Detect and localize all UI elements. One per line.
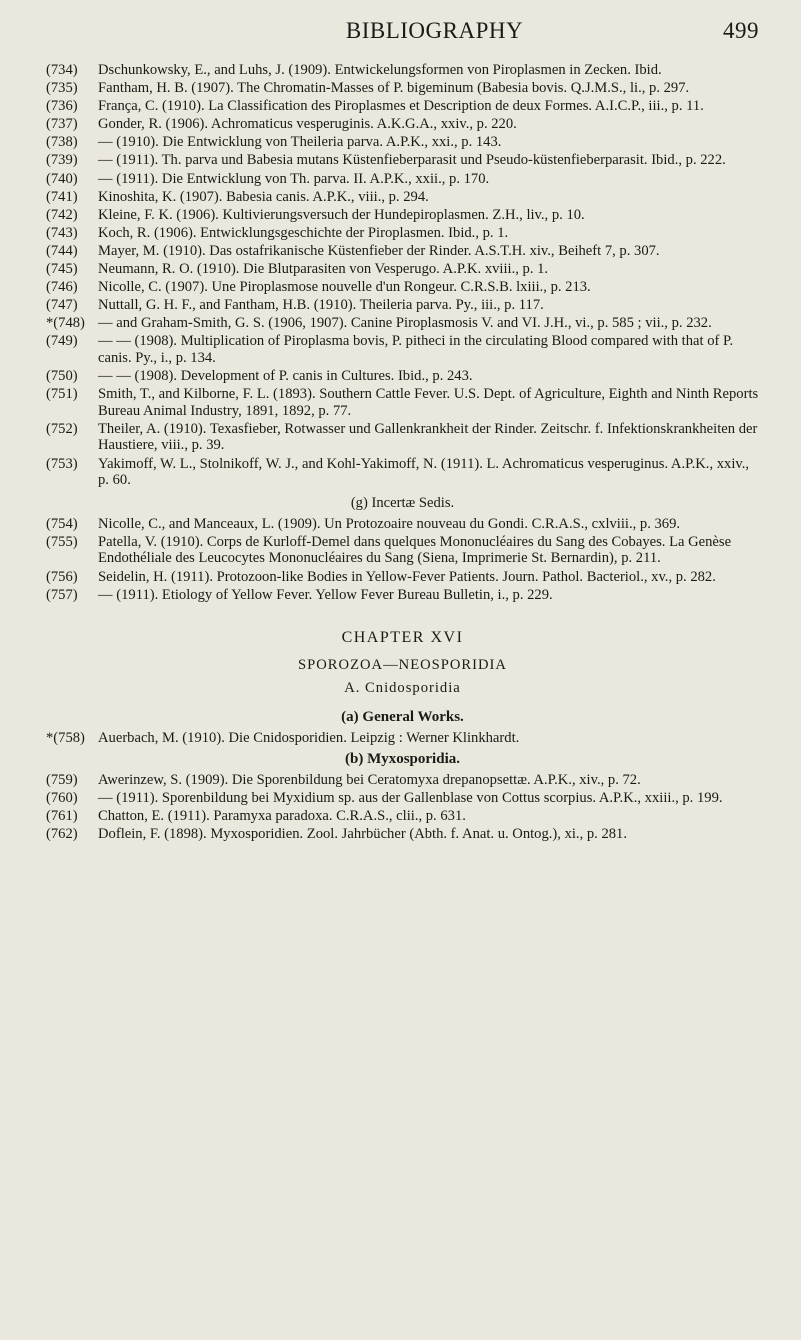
entry-text: Chatton, E. (1911). Paramyxa paradoxa. C.R.A.S., clii., p. 631. (98, 808, 466, 824)
entry-number: (740) (46, 170, 78, 187)
bibliography-entry (46, 261, 759, 278)
bibliography-entry (46, 587, 759, 604)
entry-text: — (1911). Sporenbildung bei Myxidium sp. aus der Gallenblase von Cottus scorpius. A.P.K., xxiii., p. 199. (98, 789, 723, 806)
chapter-subtitle: SPOROZOA—NEOSPORIDIA (298, 657, 507, 674)
bibliography-entry (46, 730, 759, 747)
entry-text: Gonder, R. (1906). Achromaticus vesperuginis. A.K.G.A., xxiv., p. 220. (98, 116, 517, 133)
entry-number: (750) (46, 368, 78, 385)
entry-text: Nuttall, G. H. F., and Fantham, H.B. (1910). Theileria parva. Py., iii., p. 117. (98, 297, 544, 314)
entry-number: (749) (46, 333, 78, 350)
entry-text: Neumann, R. O. (1910). Die Blutparasiten von Vesperugo. A.P.K. xviii., p. 1. (98, 261, 549, 278)
bibliography-entry (46, 243, 759, 260)
entry-text: Nicolle, C. (1907). Une Piroplasmose nouvelle d'un Rongeur. C.R.S.B. lxiii., p. 213. (98, 279, 591, 296)
entry-text: Kinoshita, K. (1907). Babesia canis. A.P.K., viii., p. 294. (98, 188, 429, 205)
entry-number: (744) (46, 242, 78, 259)
bibliography-entry (46, 189, 759, 206)
bibliography-list-myxosporidia (46, 772, 759, 843)
entry-text: — (1911). Th. parva und Babesia mutans Küstenfieberparasit und Pseudo-küstenfieberparasit. Ibid., p. 222. (98, 152, 726, 169)
entry-number: (762) (46, 826, 78, 843)
entry-text: Awerinzew, S. (1909). Die Sporenbildung bei Ceratomyxa drepanopsettæ. A.P.K., xiv., p. 72. (98, 771, 641, 788)
bibliography-entry (46, 315, 759, 332)
entry-number: (757) (46, 586, 78, 603)
entry-number: (747) (46, 297, 78, 314)
page-title: BIBLIOGRAPHY (345, 18, 524, 43)
entry-number: (754) (46, 515, 78, 532)
entry-number: (734) (46, 62, 78, 78)
bibliography-entry (46, 225, 759, 242)
entry-text: Koch, R. (1906). Entwicklungsgeschichte der Piroplasmen. Ibid., p. 1. (98, 224, 509, 241)
entry-text: Nicolle, C., and Manceaux, L. (1909). Un Protozoaire nouveau du Gondi. C.R.A.S., cxlviii., p. 369. (98, 515, 681, 532)
entry-text: Smith, T., and Kilborne, F. L. (1893). Southern Cattle Fever. U.S. Dept. of Agriculture, Eighth and Ninth Reports Bureau Animal Industry, 1891, 1892, p. 77. (98, 386, 759, 419)
entry-number: (760) (46, 789, 78, 806)
bibliography-entry (46, 456, 759, 489)
bibliography-entry (46, 826, 759, 843)
entry-text: Doflein, F. (1898). Myxosporidien. Zool. Jahrbücher (Abth. f. Anat. u. Ontog.), xi., p. 281. (98, 826, 628, 843)
bibliography-list-incertae (46, 516, 759, 603)
bibliography-list-general (46, 730, 759, 747)
entry-number: (759) (46, 771, 78, 788)
entry-text: Dschunkowsky, E., and Luhs, J. (1909). Entwickelungsformen von Piroplasmen in Zecken. Ibid. (98, 62, 662, 78)
entry-number: (746) (46, 279, 78, 296)
section-heading-incertae-sedis: (g) Incertæ Sedis. (350, 494, 455, 511)
entry-number: (738) (46, 134, 78, 151)
bibliography-entry (46, 171, 759, 188)
entry-number: (761) (46, 808, 78, 824)
entry-number: (737) (46, 116, 78, 133)
bibliography-entry (46, 368, 759, 385)
section-title: A. Cnidosporidia (344, 680, 461, 697)
entry-text: Seidelin, H. (1911). Protozoon-like Bodies in Yellow-Fever Patients. Journ. Pathol. Bacteriol., xv., p. 282. (98, 568, 716, 585)
bibliography-entry (46, 333, 759, 366)
entry-text: Yakimoff, W. L., Stolnikoff, W. J., and Kohl-Yakimoff, N. (1911). L. Achromaticus vesperuginus. A.P.K., xxiv., p. 60. (98, 455, 750, 489)
bibliography-entry (46, 808, 759, 825)
bibliography-entry (46, 152, 759, 169)
bibliography-entry (46, 134, 759, 151)
entry-number: (745) (46, 261, 78, 278)
entry-text: Patella, V. (1910). Corps de Kurloff-Demel dans quelques Mononucléaires du Sang des Cobayes. La Genèse Endothéliale des Leucocytes Mononucléaires du Sang (Siena, Imprimerie St. Bernardin), p. 211. (98, 533, 732, 567)
entry-text: Theiler, A. (1910). Texasfieber, Rotwasser und Gallenkrankheit der Rinder. Zeitschr. f. Infektionskrankheiten der Haustiere, viii., p. 39. (98, 420, 758, 454)
bibliography-entry (46, 386, 759, 419)
bibliography-list-top (46, 62, 759, 489)
bibliography-entry (46, 297, 759, 314)
bibliography-entry (46, 80, 759, 97)
entry-number: *(758) (46, 730, 85, 747)
entry-number: (753) (46, 455, 78, 472)
entry-text: — (1911). Etiology of Yellow Fever. Yellow Fever Bureau Bulletin, i., p. 229. (98, 586, 553, 603)
bibliography-entry (46, 116, 759, 133)
bibliography-entry (46, 790, 759, 807)
bibliography-entry (46, 569, 759, 586)
bibliography-entry (46, 207, 759, 224)
entry-text: — (1911). Die Entwicklung von Th. parva. II. A.P.K., xxii., p. 170. (98, 170, 490, 187)
bibliography-entry (46, 62, 759, 79)
entry-number: (736) (46, 98, 78, 115)
entry-number: (742) (46, 206, 78, 223)
bibliography-entry (46, 421, 759, 454)
entry-number: (756) (46, 568, 78, 585)
entry-number: (755) (46, 533, 78, 550)
entry-number: (735) (46, 80, 78, 97)
bibliography-entry (46, 98, 759, 115)
entry-text: — — (1908). Development of P. canis in Cultures. Ibid., p. 243. (98, 368, 473, 385)
entry-text: — (1910). Die Entwicklung von Theileria parva. A.P.K., xxi., p. 143. (98, 134, 502, 151)
bibliography-entry (46, 279, 759, 296)
entry-text: França, C. (1910). La Classification des Piroplasmes et Description de deux Formes. A.I.C.P., iii., p. 11. (98, 98, 704, 115)
bibliography-entry (46, 516, 759, 533)
section-heading-myxosporidia: (b) Myxosporidia. (344, 750, 460, 767)
entry-number: *(748) (46, 315, 85, 332)
entry-number: (751) (46, 386, 78, 403)
entry-text: — — (1908). Multiplication of Piroplasma bovis, P. pitheci in the circulating Blood compared with that of P. canis. Py., i., p. 134. (98, 333, 734, 366)
entry-text: Fantham, H. B. (1907). The Chromatin-Masses of P. bigeminum (Babesia bovis. Q.J.M.S., li., p. 297. (98, 80, 690, 97)
entry-text: Auerbach, M. (1910). Die Cnidosporidien. Leipzig : Werner Klinkhardt. (98, 730, 520, 747)
entry-number: (739) (46, 152, 78, 169)
bibliography-entry (46, 772, 759, 789)
entry-number: (752) (46, 420, 78, 437)
page-number: 499 (723, 18, 759, 43)
entry-text: Kleine, F. K. (1906). Kultivierungsversuch der Hundepiroplasmen. Z.H., liv., p. 10. (98, 206, 585, 223)
entry-number: (741) (46, 188, 78, 205)
entry-number: (743) (46, 224, 78, 241)
running-head (46, 18, 759, 58)
chapter-title: CHAPTER XVI (341, 629, 464, 647)
entry-text: Mayer, M. (1910). Das ostafrikanische Küstenfieber der Rinder. A.S.T.H. xiv., Beiheft 7, p. 307. (98, 242, 660, 259)
section-heading-general-works: (a) General Works. (341, 709, 464, 726)
bibliography-entry (46, 534, 759, 567)
entry-text: — and Graham-Smith, G. S. (1906, 1907). Canine Piroplasmosis V. and VI. J.H., vi., p. 585 ; vii., p. 232. (98, 315, 712, 332)
